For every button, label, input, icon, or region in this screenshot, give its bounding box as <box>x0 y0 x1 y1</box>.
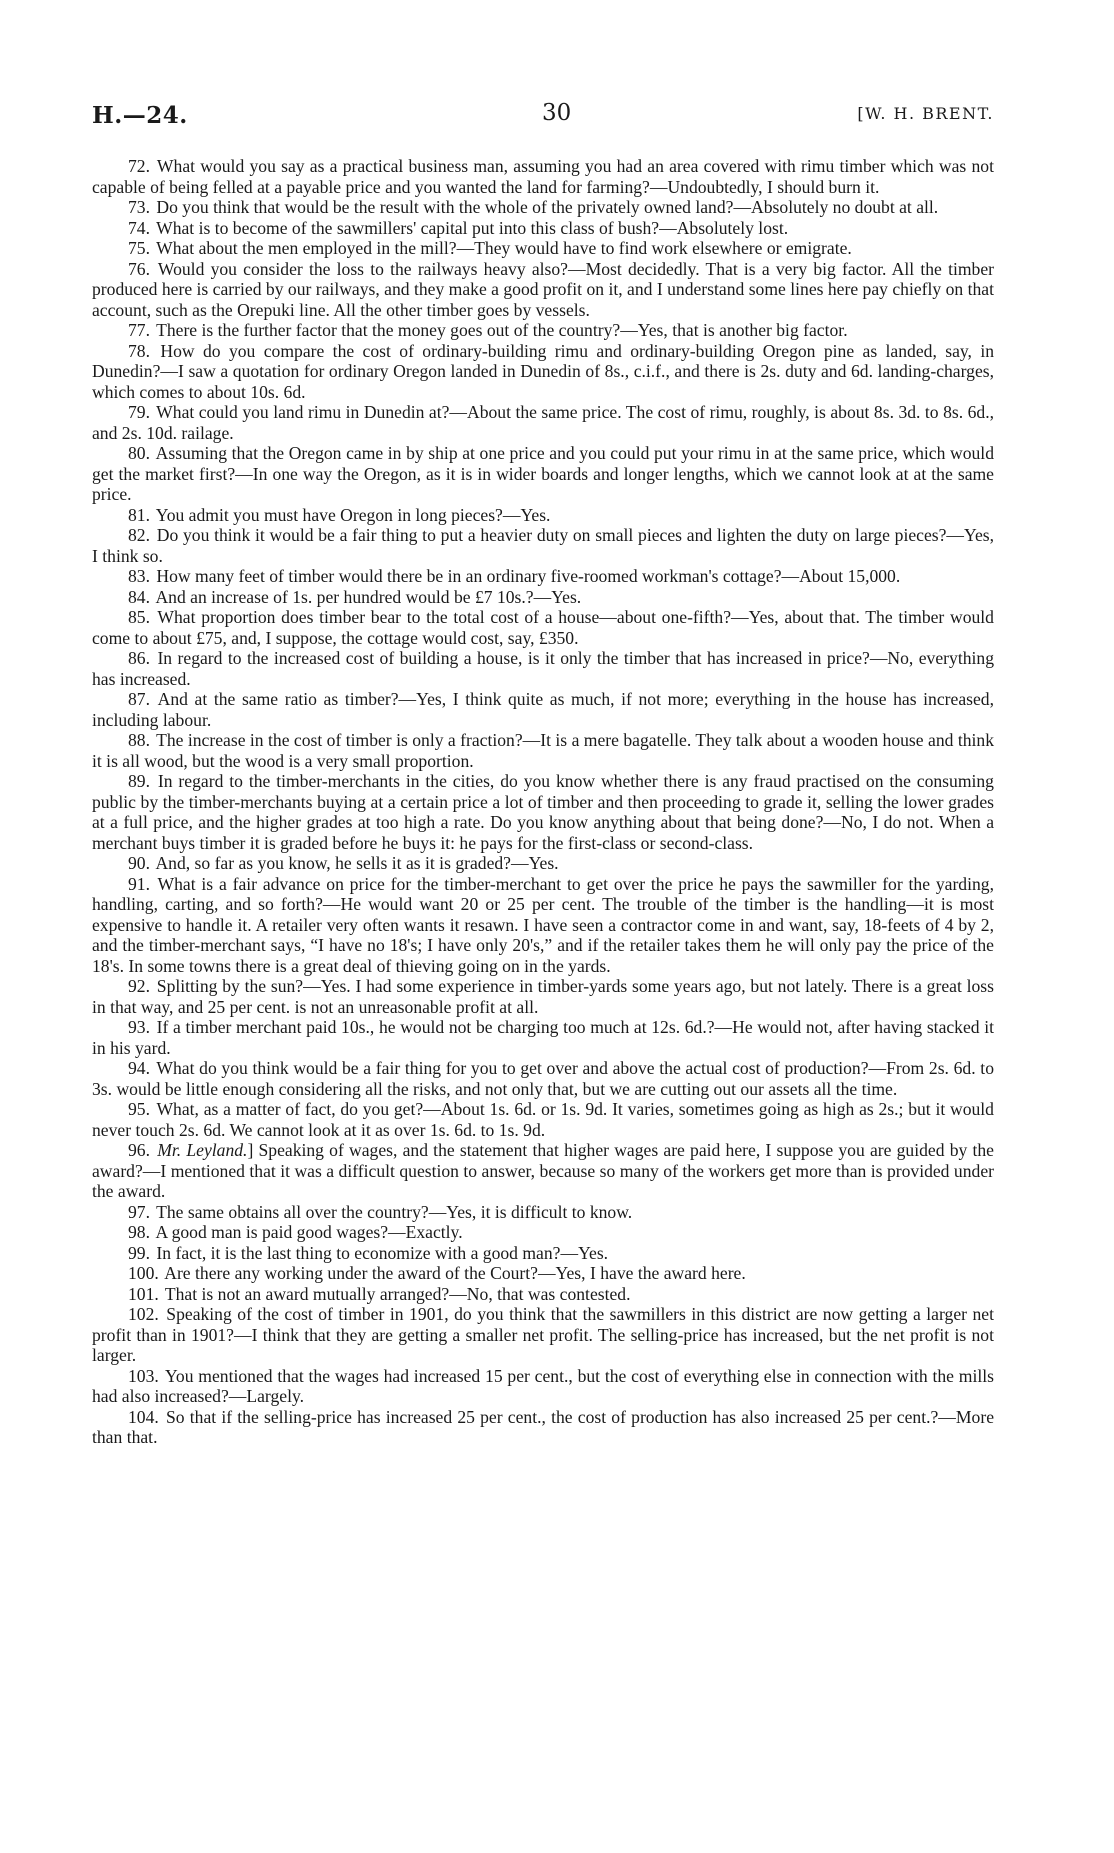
paragraph-number: 99. <box>128 1242 150 1263</box>
paragraph-text: You admit you must have Oregon in long pieces?—Yes. <box>155 504 551 525</box>
paragraph-text: Splitting by the sun?—Yes. I had some experience in timber-yards some years ago, but not lately. There is a great loss in that way, and 25 per cent. is not an unreasonable profit at all. <box>92 976 994 1017</box>
paragraph-number: 76. <box>128 258 150 279</box>
paragraph <box>92 587 994 608</box>
paragraph-number: 80. <box>128 443 150 463</box>
paragraph-number: 82. <box>128 525 150 545</box>
paragraph-number: 91. <box>128 873 150 894</box>
document-code: H.—24. <box>92 102 188 129</box>
paragraph-text: Speaking of the cost of timber in 1901, do you think that the sawmillers in this district are now getting a larger net profit than in 1901?—I think that they are getting a smaller net profit. The selling-price has increased, but the net profit is not larger. <box>92 1304 994 1365</box>
paragraph-number: 95. <box>128 1099 150 1119</box>
paragraph <box>92 259 994 321</box>
paragraph <box>92 443 994 505</box>
paragraph-text: In regard to the increased cost of building a house, is it only the timber that has increased in price?—No, everything has increased. <box>92 648 994 689</box>
paragraph <box>92 607 994 648</box>
paragraph-number: 93. <box>128 1017 150 1037</box>
paragraph-text: And at the same ratio as timber?—Yes, I think quite as much, if not more; everything in the house has increased, including labour. <box>92 689 994 730</box>
paragraph <box>92 1366 994 1407</box>
paragraph-text: You mentioned that the wages had increased 15 per cent., but the cost of everything else in connection with the mills had also increased?—Largely. <box>92 1365 994 1406</box>
paragraph <box>92 1099 994 1140</box>
paragraph <box>92 730 994 771</box>
paragraph <box>92 505 994 526</box>
speaker-name: Mr. Leyland. <box>157 1140 248 1160</box>
paragraph <box>92 156 994 197</box>
paragraph-number: 73. <box>128 197 150 217</box>
paragraph-text: If a timber merchant paid 10s., he would not be charging too much at 12s. 6d.?—He would not, after having stacked it in his yard. <box>92 1017 995 1058</box>
paragraph-text: In regard to the timber-merchants in the cities, do you know whether there is any fraud practised on the consuming public by the timber-merchants buying at a certain price a lot of timber and then proceeding to grade it, selling the lower grades at a full price, and the higher grades at too high a rate. Do you know anything about that being done?—No, I do not. When a merchant buys timber it is graded before he buys it: he pays for the first-class or second-class. <box>92 771 994 853</box>
paragraph <box>92 566 994 587</box>
paragraph-number: 98. <box>128 1222 150 1242</box>
page-header <box>92 96 994 156</box>
paragraph-number: 90. <box>128 853 150 873</box>
paragraph-number: 101. <box>128 1283 159 1304</box>
paragraph-number: 79. <box>128 402 150 422</box>
paragraph-number: 78. <box>128 340 150 361</box>
paragraph-text: What about the men employed in the mill?—They would have to find work elsewhere or emigrate. <box>156 238 852 258</box>
paragraph <box>92 341 994 403</box>
paragraph-text: How do you compare the cost of ordinary-building rimu and ordinary-building Oregon pine as landed, say, in Dunedin?—I saw a quotation for ordinary Oregon landed in Dunedin of 8s., c.i.f., and there is 2s. duty and 6d. landing-charges, which comes to about 10s. 6d. <box>92 340 994 402</box>
paragraph-number: 96. <box>128 1140 150 1160</box>
paragraph-number: 86. <box>128 648 150 668</box>
paragraph <box>92 402 994 443</box>
paragraph-text: Would you consider the loss to the railways heavy also?—Most decidedly. That is a very big factor. All the timber produced here is carried by our railways, and they make a good profit on it, and I understand some lines here pay chiefly on that account, such as the Orepuki line. All the other timber goes by vessels. <box>92 258 994 320</box>
paragraph-text: The same obtains all over the country?—Yes, it is difficult to know. <box>156 1201 633 1222</box>
paragraph-text: What is to become of the sawmillers' capital put into this class of bush?—Absolutely lost. <box>156 217 789 238</box>
paragraph-number: 100. <box>128 1263 159 1283</box>
paragraph <box>92 648 994 689</box>
paragraph-number: 97. <box>128 1201 150 1222</box>
paragraph <box>92 1140 994 1202</box>
paragraph-text: How many feet of timber would there be in an ordinary five-roomed workman's cottage?—About 15,000. <box>156 566 901 586</box>
paragraph-number: 92. <box>128 976 150 996</box>
paragraph <box>92 1284 994 1305</box>
paragraph <box>92 1222 994 1243</box>
paragraph-text: What would you say as a practical business man, assuming you had an area covered with rimu timber which was not capable of being felled at a payable price and you wanted the land for farming?—Undoubtedly, I should burn it. <box>92 156 994 197</box>
paragraph-text: Are there any working under the award of the Court?—Yes, I have the award here. <box>164 1263 746 1283</box>
testimony-body <box>92 156 994 1448</box>
paragraph-text: Do you think it would be a fair thing to put a heavier duty on small pieces and lighten the duty on large pieces?—Yes, I think so. <box>92 525 995 566</box>
paragraph-number: 77. <box>128 320 150 340</box>
paragraph-text: What do you think would be a fair thing for you to get over and above the actual cost of production?—From 2s. 6d. to 3s. would be little enough considering all the risks, and not only that, but we are cutting out our assets all the time. <box>92 1058 994 1099</box>
paragraph-number: 81. <box>128 504 150 525</box>
paragraph <box>92 1058 994 1099</box>
paragraph-text: Assuming that the Oregon came in by ship at one price and you could put your rimu in at the same price, which would get the market first?—In one way the Oregon, as it is in wider boards and longer lengths, which we cannot look at at the same price. <box>92 443 994 504</box>
paragraph <box>92 771 994 853</box>
paragraph <box>92 689 994 730</box>
paragraph <box>92 1263 994 1284</box>
paragraph-number: 84. <box>128 586 150 607</box>
paragraph-number: 75. <box>128 238 150 258</box>
paragraph-number: 102. <box>128 1304 159 1324</box>
paragraph-text: Do you think that would be the result with the whole of the privately owned land?—Absolutely no doubt at all. <box>156 197 939 217</box>
paragraph-text: There is the further factor that the money goes out of the country?—Yes, that is another big factor. <box>156 320 848 340</box>
paragraph <box>92 874 994 977</box>
paragraph-number: 104. <box>128 1406 159 1427</box>
paragraph-text: And, so far as you know, he sells it as it is graded?—Yes. <box>155 853 559 873</box>
paragraph-number: 85. <box>128 607 150 627</box>
paragraph-text: A good man is paid good wages?—Exactly. <box>155 1222 463 1242</box>
paragraph-text: What is a fair advance on price for the timber-merchant to get over the price he pays the sawmiller for the yarding, handling, carting, and so forth?—He would want 20 or 25 per cent. The trouble of the timber is the handling—it is most expensive to handle it. A retailer very often wants it resawn. I have seen a contractor come in and want, say, 18-feets of 4 by 2, and the timber-merchant says, “I have no 18's; I have only 20's,” and if the retailer takes them he will only pay the price of the 18's. In some towns there is a great deal of thieving going on in the yards. <box>92 873 994 976</box>
paragraph-text: And an increase of 1s. per hundred would be £7 10s.?—Yes. <box>155 586 582 607</box>
paragraph-number: 74. <box>128 217 150 238</box>
paragraph-number: 87. <box>128 689 150 709</box>
paragraph <box>92 525 994 566</box>
paragraph-text: The increase in the cost of timber is only a fraction?—It is a mere bagatelle. They talk about a wooden house and think it is all wood, but the wood is a very small proportion. <box>92 730 994 771</box>
paragraph <box>92 238 994 259</box>
paragraph-number: 89. <box>128 771 150 791</box>
paragraph-number: 72. <box>128 156 150 176</box>
paragraph-text: ] Speaking of wages, and the statement that higher wages are paid here, I suppose you are guided by the award?—I mentioned that it was a difficult question to answer, because so many of the workers get more than is provided under the award. <box>92 1140 994 1201</box>
paragraph-number: 103. <box>128 1365 159 1386</box>
paragraph-number: 83. <box>128 566 150 586</box>
paragraph <box>92 1304 994 1366</box>
paragraph <box>92 1243 994 1264</box>
paragraph-text: So that if the selling-price has increased 25 per cent., the cost of production has also increased 25 per cent.?—More than that. <box>92 1406 994 1447</box>
paragraph-number: 94. <box>128 1058 150 1078</box>
paragraph <box>92 1017 994 1058</box>
paragraph-text: In fact, it is the last thing to economize with a good man?—Yes. <box>156 1242 609 1263</box>
paragraph-text: What proportion does timber bear to the total cost of a house—about one-fifth?—Yes, about that. The timber would come to about £75, and, I suppose, the cottage would cost, say, £350. <box>92 607 994 648</box>
witness-name: [W. H. BRENT. <box>857 104 994 123</box>
paragraph-text: What, as a matter of fact, do you get?—About 1s. 6d. or 1s. 9d. It varies, sometimes going as high as 2s.; but it would never touch 2s. 6d. We cannot look at it as over 1s. 6d. to 1s. 9d. <box>92 1099 994 1140</box>
paragraph <box>92 197 994 218</box>
paragraph-text: That is not an award mutually arranged?—No, that was contested. <box>164 1283 631 1304</box>
paragraph <box>92 320 994 341</box>
paragraph <box>92 853 994 874</box>
paragraph <box>92 1407 994 1448</box>
page-number: 30 <box>542 100 572 126</box>
paragraph-number: 88. <box>128 730 150 750</box>
paragraph <box>92 1202 994 1223</box>
paragraph <box>92 976 994 1017</box>
paragraph-text: What could you land rimu in Dunedin at?—About the same price. The cost of rimu, roughly, is about 8s. 3d. to 8s. 6d., and 2s. 10d. railage. <box>92 402 994 443</box>
paragraph <box>92 218 994 239</box>
